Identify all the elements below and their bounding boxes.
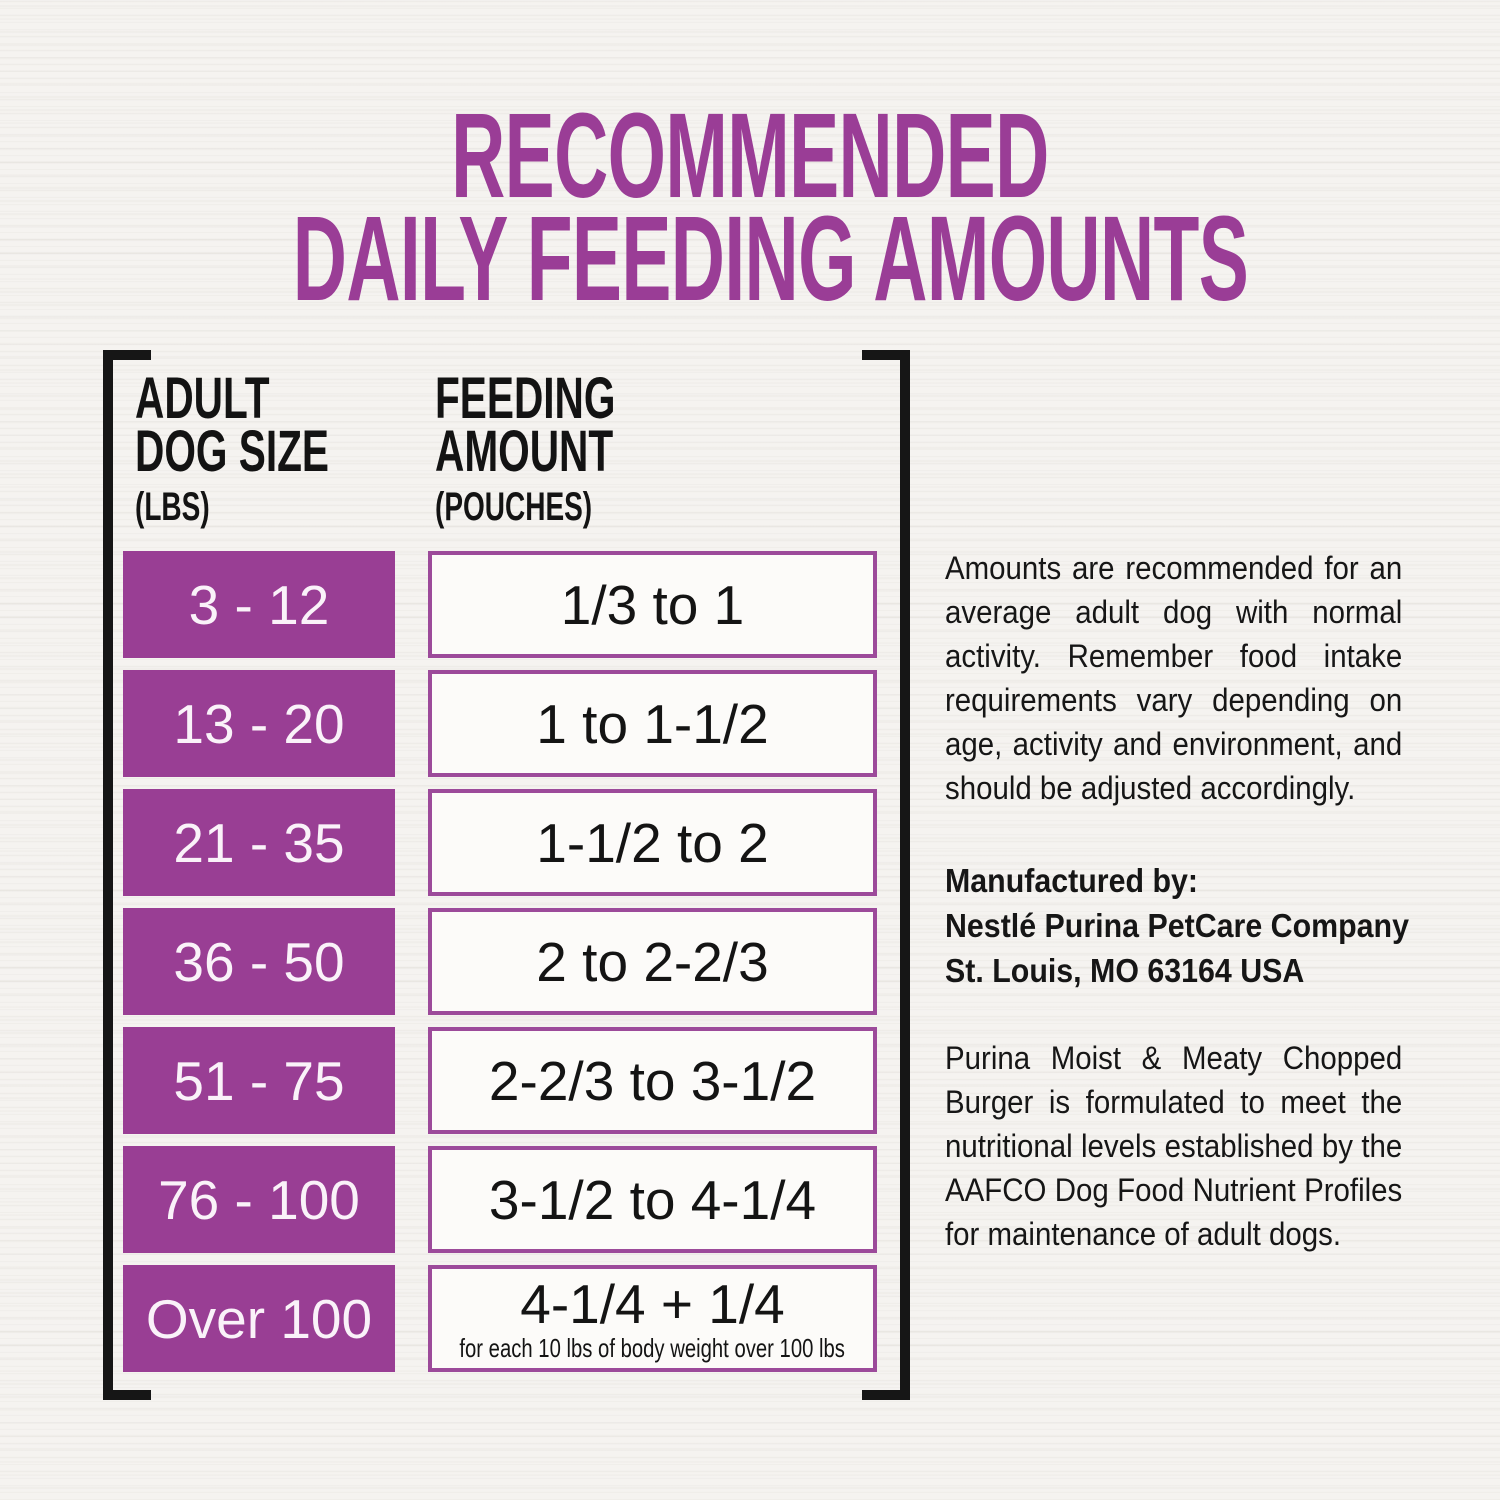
table-row [123,1146,877,1253]
feeding-amount-value: 3-1/2 to 4-1/4 [488,1168,817,1231]
column-header-dog-size-line1: ADULT [135,366,270,431]
feeding-amount-cell [428,789,877,896]
dog-size-cell: 3 - 12 [123,551,395,658]
feeding-amount-cell [428,670,877,777]
feeding-amount-cell [428,1265,877,1372]
table-row [123,670,877,777]
page-title-line2: DAILY FEEDING AMOUNTS [292,190,1249,326]
dog-size-cell: 13 - 20 [123,670,395,777]
manufacturer-label: Manufactured by: [945,862,1199,899]
column-header-unit-lbs: (LBS) [135,485,210,529]
table-row [123,551,877,658]
feeding-amount-value: 1 to 1-1/2 [536,692,769,755]
sidebar-aafco-note: Purina Moist & Meaty Chopped Burger is formulated to meet the nutritional levels established by the AAFCO Dog Food Nutrient Profiles for maintenance of adult dogs. [945,1040,1403,1252]
feeding-amount-note: for each 10 lbs of body weight over 100 lbs [459,1332,846,1363]
table-row [123,1027,877,1134]
page-title-line1: RECOMMENDED [451,87,1049,223]
feeding-amount-value: 2 to 2-2/3 [536,930,769,993]
sidebar-activity-note: Amounts are recommended for an average adult dog with normal activity. Remember food intake requirements vary depending on age, activity and environment, and should be adjusted accordingly. [945,550,1403,806]
table-row [123,789,877,896]
feeding-amount-value: 2-2/3 to 3-1/2 [488,1049,817,1112]
dog-size-cell: 51 - 75 [123,1027,395,1134]
feeding-amount-cell [428,1027,877,1134]
dog-size-cell: Over 100 [123,1265,395,1372]
feeding-table-rows [123,551,877,1384]
feeding-amount-cell [428,551,877,658]
dog-size-cell: 21 - 35 [123,789,395,896]
dog-size-cell: 76 - 100 [123,1146,395,1253]
feeding-amount-cell [428,908,877,1015]
column-header-dog-size [135,366,412,529]
table-row [123,908,877,1015]
column-header-feeding-amount [435,366,693,529]
column-header-unit-pouches: (POUCHES) [435,485,593,529]
feeding-amount-value: 1-1/2 to 2 [536,811,769,874]
column-header-feeding-amount-line2: AMOUNT [435,419,614,484]
manufacturer-address: St. Louis, MO 63164 USA [945,952,1305,989]
column-header-feeding-amount-line1: FEEDING [435,366,616,431]
feeding-amount-cell [428,1146,877,1253]
column-header-dog-size-line2: DOG SIZE [135,419,330,484]
page-title [0,87,1500,326]
manufacturer-company: Nestlé Purina PetCare Company [945,907,1409,944]
feeding-amount-value: 1/3 to 1 [560,573,745,636]
sidebar-manufacturer [945,858,1409,993]
feeding-amount-value: 4-1/4 + 1/4 [520,1272,785,1335]
dog-size-cell: 36 - 50 [123,908,395,1015]
table-row [123,1265,877,1372]
